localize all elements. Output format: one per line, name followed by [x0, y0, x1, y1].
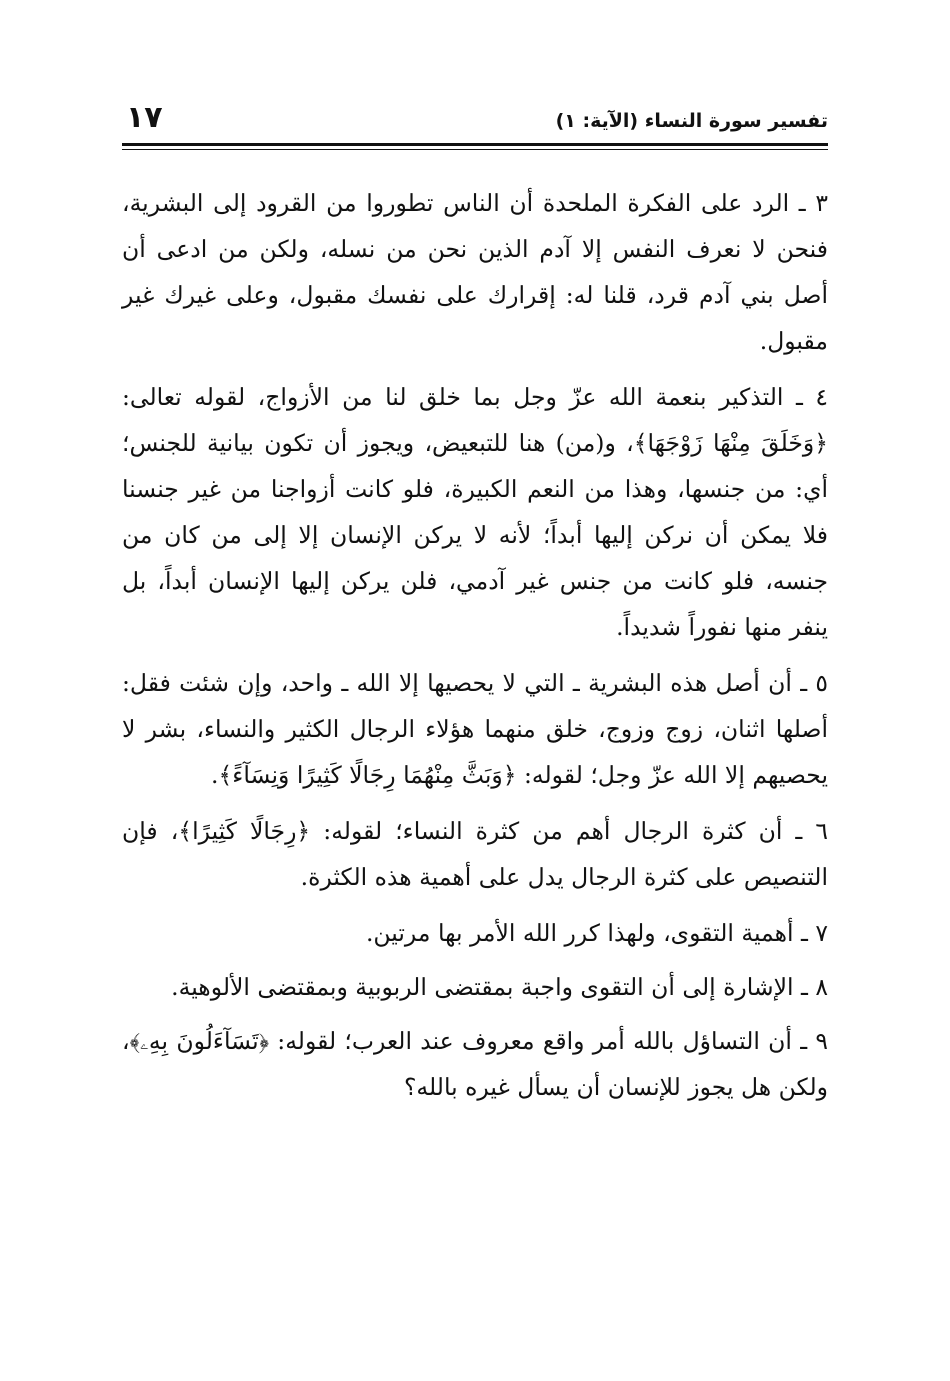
page-header: [122, 96, 828, 140]
body-text: [122, 180, 828, 1120]
header-rule-thin: [122, 149, 828, 150]
running-title: تفسير سورة النساء (الآية: ١): [555, 110, 828, 132]
paragraph-point-7: ٧ ـ أهمية التقوى، ولهذا كرر الله الأمر بها مرتين.: [365, 919, 828, 947]
paragraph-point-4: ٤ ـ التذكير بنعمة الله عزّ وجل بما خلق لنا من الأزواج، لقوله تعالى: ﴿وَخَلَقَ مِنْهَا زَوْجَهَا﴾، و(من) هنا للتبعيض، ويجوز أن تكون بيانية للجنس؛ أي: من جنسها، وهذا من النعم الكبيرة، فلو كانت أزواجنا من غير جنسنا فلا يمكن أن نركن إليها أبداً؛ لأنه لا يركن الإنسان إلا إلى من كان من جنسه، فلو كانت من جنس غير آدمي، فلن يركن إليها الإنسان أبداً، بل ينفر منها نفوراً شديداً.: [122, 383, 828, 641]
paragraph-point-6: ٦ ـ أن كثرة الرجال أهم من كثرة النساء؛ لقوله: ﴿رِجَالًا كَثِيرًا﴾، فإن التنصيص على كثرة الرجال يدل على أهمية هذه الكثرة.: [122, 817, 828, 891]
paragraph-point-9: ٩ ـ أن التساؤل بالله أمر واقع معروف عند العرب؛ لقوله: ﴿تَسَآءَلُونَ بِهِۦ﴾، ولكن هل يجوز للإنسان أن يسأل غيره بالله؟: [122, 1027, 828, 1101]
paragraph-point-3: ٣ ـ الرد على الفكرة الملحدة أن الناس تطوروا من القرود إلى البشرية، فنحن لا نعرف النفس إلا آدم الذين نحن من نسله، ولكن من ادعى أن أصل بني آدم قرد، قلنا له: إقرارك على نفسك مقبول، وعلى غيرك غير مقبول.: [122, 189, 828, 355]
paragraph-point-5: ٥ ـ أن أصل هذه البشرية ـ التي لا يحصيها إلا الله ـ واحد، وإن شئت فقل: أصلها اثنان، زوج وزوج، خلق منهما هؤلاء الرجال الكثير والنساء، بشر لا يحصيهم إلا الله عزّ وجل؛ لقوله: ﴿وَبَثَّ مِنْهُمَا رِجَالًا كَثِيرًا وَنِسَآءً﴾.: [122, 669, 828, 789]
header-rule-thick: [122, 143, 828, 146]
page-number: ١٧: [126, 100, 163, 135]
paragraph-point-8: ٨ ـ الإشارة إلى أن التقوى واجبة بمقتضى الربوبية وبمقتضى الألوهية.: [171, 973, 828, 1001]
